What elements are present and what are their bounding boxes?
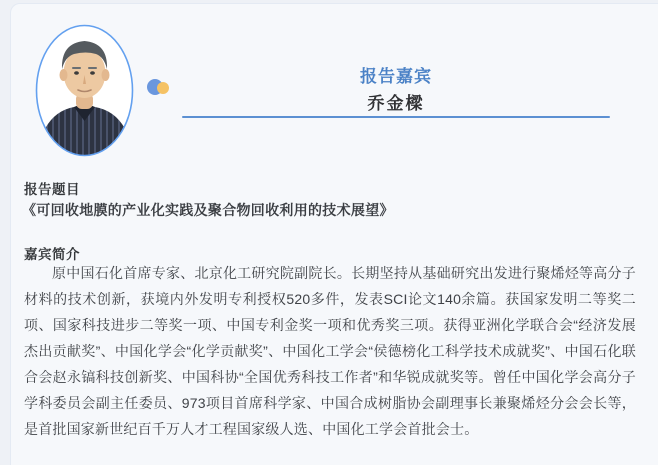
- report-title-heading: 报告题目: [24, 182, 80, 197]
- speaker-name: 乔金樑: [367, 94, 425, 113]
- bio-heading: 嘉宾简介: [24, 247, 80, 262]
- yellow-circle-icon: [157, 82, 169, 94]
- dual-circle-decor-icon: [147, 78, 173, 98]
- speaker-photo: [34, 23, 135, 158]
- role-label: 报告嘉宾: [360, 67, 432, 86]
- header-divider: [182, 116, 610, 118]
- bio-text: 原中国石化首席专家、北京化工研究院副院长。长期坚持从基础研究出发进行聚烯烃等高分子材料的技术创新，获境内外发明专利授权520多件，发表SCI论文140余篇。获国家发明二等奖二项、国家科技进步二等奖一项、中国专利金奖一项和优秀奖三项。获得亚洲化学联合会“经济发展杰出贡献奖”、中国化学会“化学贡献奖”、中国化工学会“侯德榜化工科学技术成就奖”、中国石化联合会赵永镐科技创新奖、中国科协“全国优秀科技工作者”和华锐成就奖等。曾任中国化学会高分子学科委员会副主任委员、973项目首席科学家、中国合成树脂协会副理事长兼聚烯烃分会会长等，是首批国家新世纪百千万人才工程国家级人选、中国化工学会首批会士。: [24, 265, 636, 437]
- report-title-text: 《可回收地膜的产业化实践及聚合物回收利用的技术展望》: [22, 202, 394, 218]
- speaker-portrait-image: [34, 23, 135, 158]
